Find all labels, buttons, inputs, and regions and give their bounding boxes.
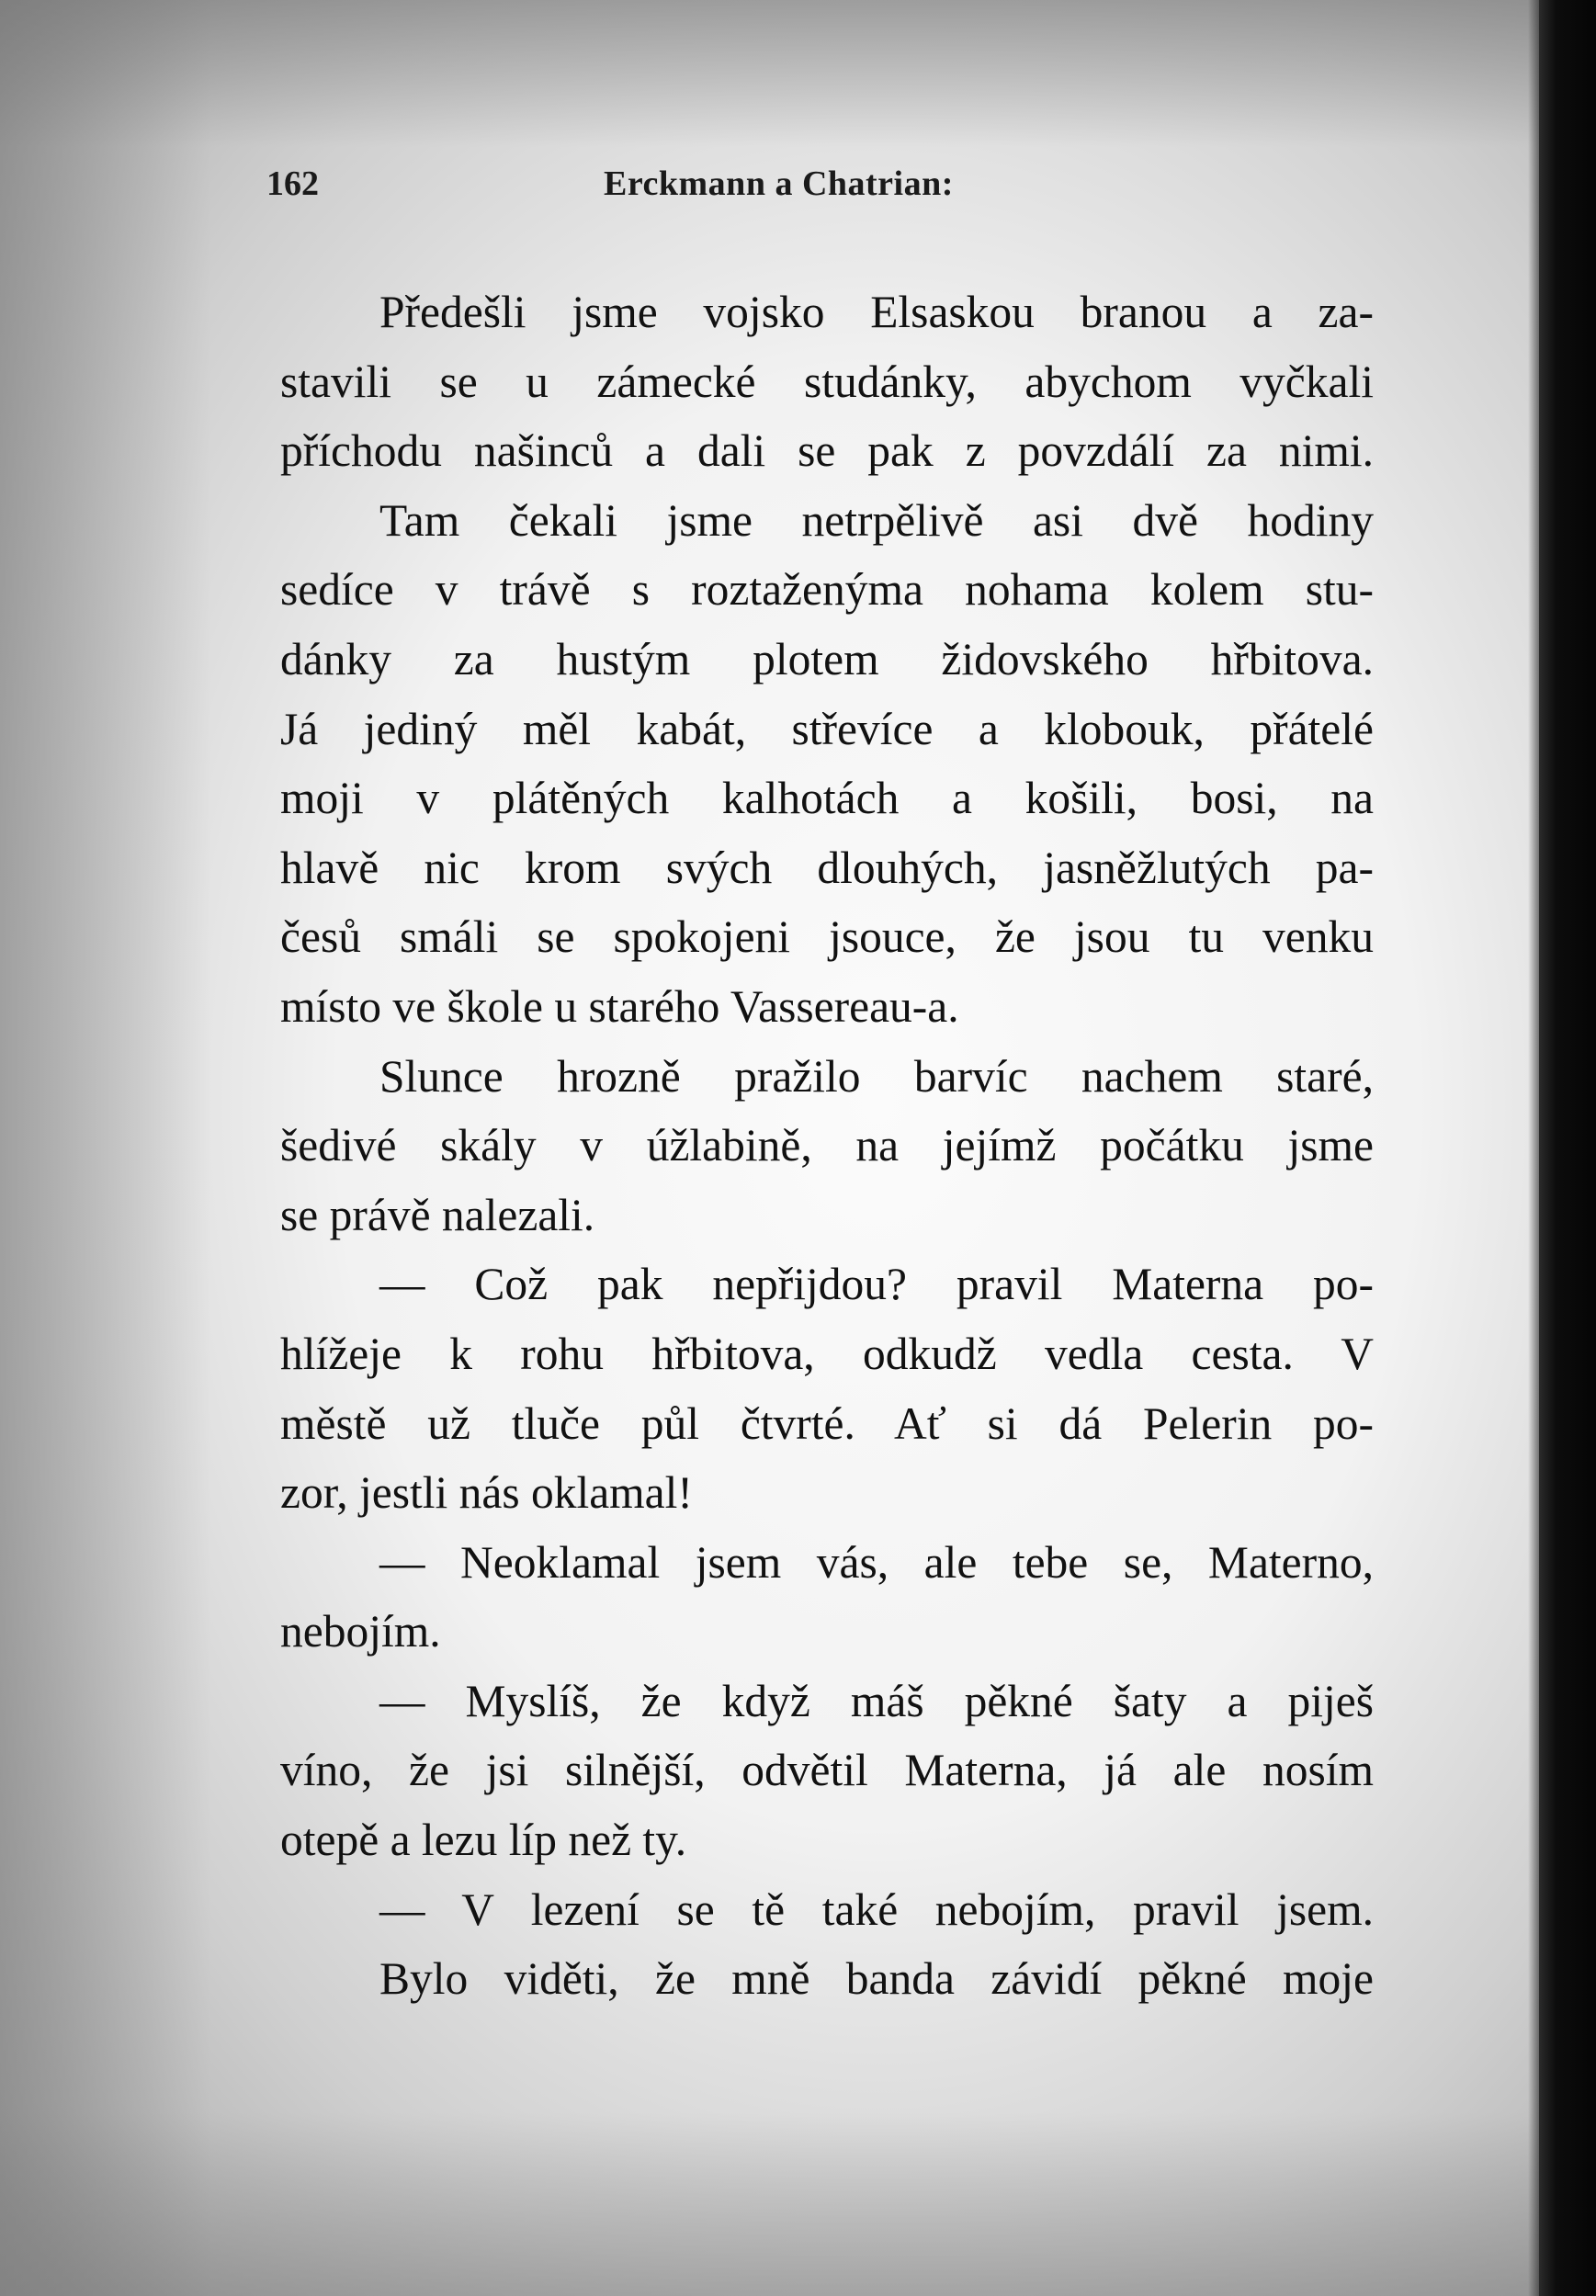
- page-number: 162: [266, 164, 319, 203]
- text-line: místo ve škole u starého Vassereau-a.: [280, 980, 959, 1032]
- text-line: Tam čekali jsme netrpělivě asi dvě hodiny: [379, 494, 1374, 546]
- page-shadow-bottom: [0, 2112, 1596, 2296]
- binding-shadow: [1528, 0, 1539, 2296]
- text-line: víno, že jsi silnější, odvětil Materna, já ale nosím: [280, 1745, 1374, 1796]
- text-line: Bylo viděti, že mně banda závidí pěkné moje: [379, 1953, 1374, 2005]
- text-line: šedivé skály v úžlabině, na jejímž počátku jsme: [280, 1120, 1374, 1171]
- text-line: Předešli jsme vojsko Elsaskou branou a za-: [379, 287, 1374, 337]
- running-head: Erckmann a Chatrian:: [604, 164, 954, 203]
- text-line: otepě a lezu líp než ty.: [280, 1815, 687, 1866]
- text-line: — Myslíš, že když máš pěkné šaty a piješ: [379, 1675, 1374, 1726]
- text-line: česů smáli se spokojeni jsouce, že jsou tu venku: [280, 911, 1374, 963]
- text-line: městě už tluče půl čtvrté. Ať si dá Pelerin po-: [280, 1397, 1374, 1449]
- text-line: — V lezení se tě také nebojím, pravil jsem.: [379, 1883, 1374, 1935]
- page-header: [266, 164, 1029, 209]
- book-spine-edge: [1539, 0, 1596, 2296]
- text-line: příchodu našinců a dali se pak z povzdálí za nimi.: [280, 425, 1374, 477]
- text-line: hlavě nic krom svých dlouhých, jasněžlutých pa-: [280, 842, 1374, 893]
- text-line: Slunce hrozně pražilo barvíc nachem staré,: [379, 1050, 1374, 1102]
- text-line: — Neoklamal jsem vás, ale tebe se, Materno,: [379, 1536, 1374, 1588]
- text-line: Já jediný měl kabát, střevíce a klobouk, přátelé: [280, 703, 1374, 754]
- text-line: — Což pak nepřijdou? pravil Materna po-: [379, 1259, 1374, 1310]
- page-shadow-top: [0, 0, 1596, 147]
- text-line: nebojím.: [280, 1606, 441, 1657]
- page-shadow-left: [0, 0, 211, 2296]
- body-text: [280, 277, 1374, 2014]
- text-line: se právě nalezali.: [280, 1189, 595, 1240]
- text-line: dánky za hustým plotem židovského hřbitova.: [280, 633, 1374, 684]
- text-line: stavili se u zámecké studánky, abychom vyčkali: [280, 356, 1374, 407]
- text-line: hlížeje k rohu hřbitova, odkudž vedla cesta. V: [280, 1328, 1374, 1379]
- text-line: sedíce v trávě s roztaženýma nohama kolem stu-: [280, 564, 1374, 616]
- text-line: zor, jestli nás oklamal!: [280, 1467, 693, 1519]
- text-line: moji v plátěných kalhotách a košili, bosi, na: [280, 773, 1374, 824]
